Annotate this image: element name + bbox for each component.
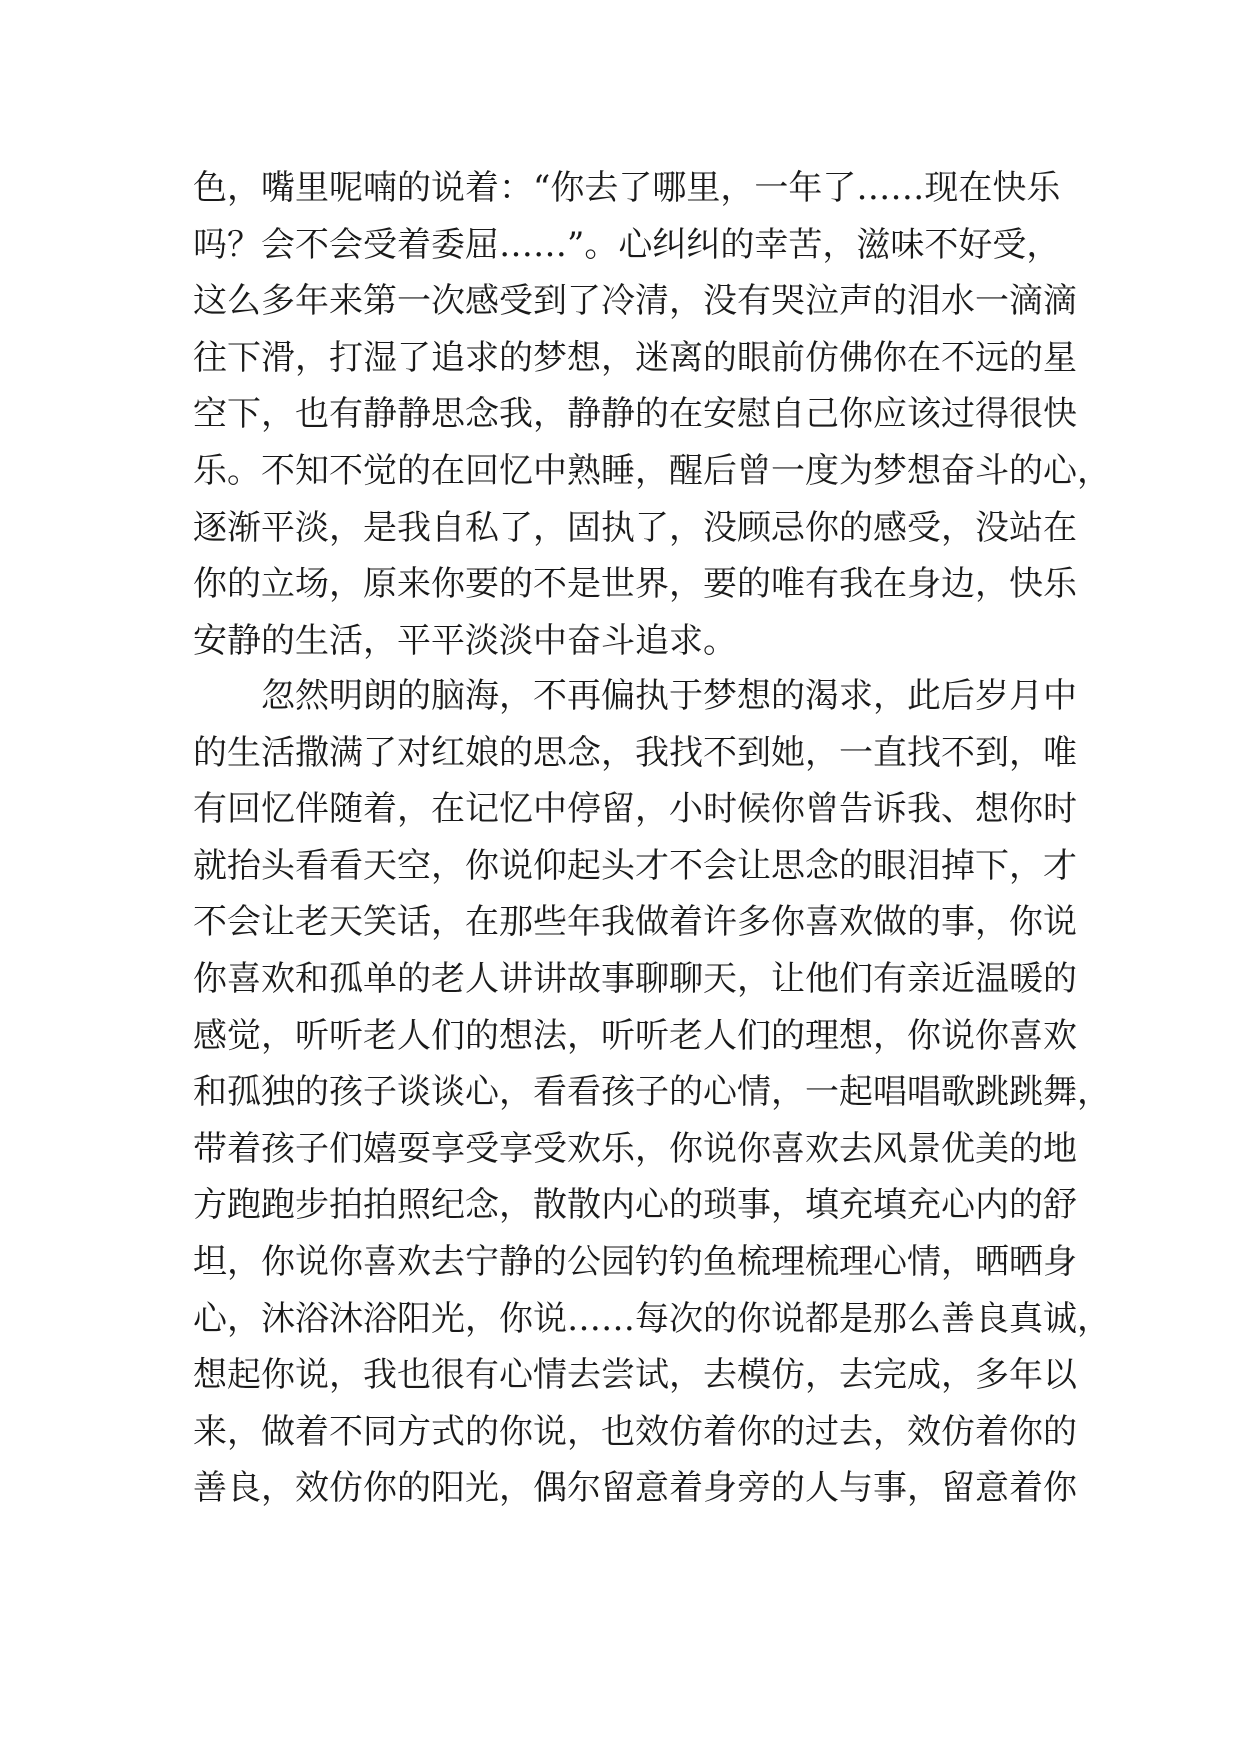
text-line: 往下滑，打湿了追求的梦想，迷离的眼前仿佛你在不远的星 [193,337,1077,378]
text-line: 心，沐浴沐浴阳光，你说……每次的你说都是那么善良真诚， [193,1298,1111,1339]
text-line: 想起你说，我也很有心情去尝试，去模仿，去完成，多年以 [193,1355,1077,1396]
text-line: 就抬头看看天空，你说仰起头才不会让思念的眼泪掉下，才 [193,845,1077,886]
paragraph-2 [193,668,1111,1517]
text-line: 坦，你说你喜欢去宁静的公园钓钓鱼梳理梳理心情，晒晒身 [193,1241,1077,1282]
text-line: 来，做着不同方式的你说，也效仿着你的过去，效仿着你的 [193,1411,1077,1452]
text-line: 逐渐平淡，是我自私了，固执了，没顾忌你的感受，没站在 [193,507,1077,548]
text-line: 忽然明朗的脑海，不再偏执于梦想的渴求，此后岁月中 [261,676,1077,716]
text-line: 安静的生活，平平淡淡中奋斗追求。 [193,620,737,661]
text-line: 善良，效仿你的阳光，偶尔留意着身旁的人与事，留意着你 [193,1468,1077,1509]
text-line: 有回忆伴随着，在记忆中停留，小时候你曾告诉我、想你时 [193,789,1077,830]
text-line: 的生活撒满了对红娘的思念，我找不到她，一直找不到，唯 [193,732,1077,773]
text-line: 这么多年来第一次感受到了冷清，没有哭泣声的泪水一滴滴 [193,281,1077,322]
text-line: 和孤独的孩子谈谈心，看看孩子的心情，一起唱唱歌跳跳舞， [193,1072,1111,1113]
paragraph-1 [193,160,1111,669]
text-line: 色，嘴里呢喃的说着：“你去了哪里，一年了……现在快乐 [193,168,1061,208]
text-line: 方跑跑步拍拍照纪念，散散内心的琐事，填充填充心内的舒 [193,1185,1077,1226]
text-line: 带着孩子们嬉耍享受享受欢乐，你说你喜欢去风景优美的地 [193,1128,1077,1169]
text-line: 你的立场，原来你要的不是世界，要的唯有我在身边，快乐 [193,564,1077,605]
text-line: 乐。不知不觉的在回忆中熟睡，醒后曾一度为梦想奋斗的心， [193,450,1111,491]
text-line: 吗？会不会受着委屈……”。心纠纠的幸苦，滋味不好受， [193,224,1061,265]
text-line: 空下，也有静静思念我，静静的在安慰自己你应该过得很快 [193,394,1077,435]
text-line: 你喜欢和孤单的老人讲讲故事聊聊天，让他们有亲近温暖的 [193,958,1077,999]
text-line: 感觉，听听老人们的想法，听听老人们的理想，你说你喜欢 [193,1015,1077,1056]
text-line: 不会让老天笑话，在那些年我做着许多你喜欢做的事，你说 [193,902,1077,943]
